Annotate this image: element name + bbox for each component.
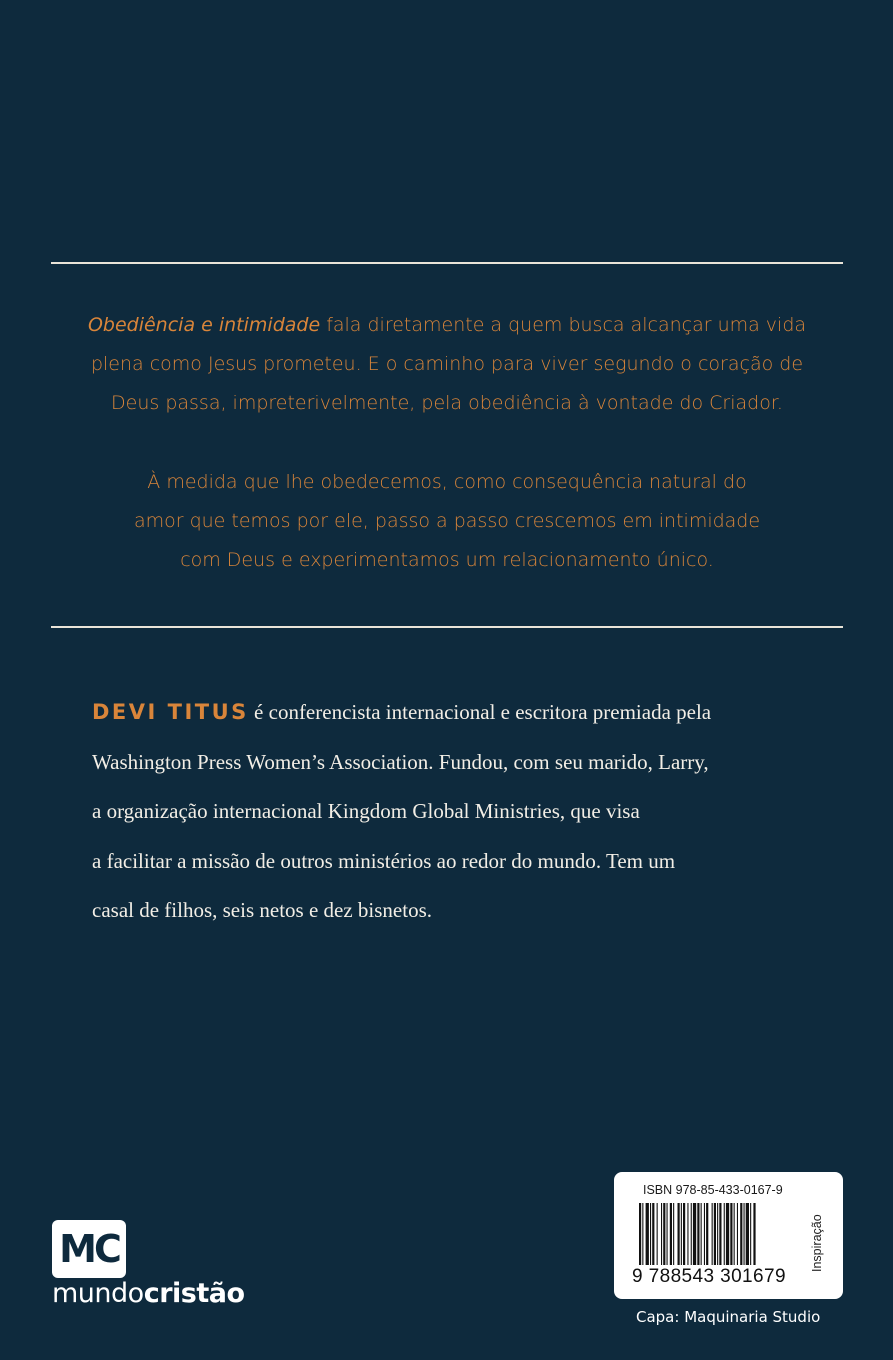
barcode-icon xyxy=(639,1203,799,1265)
category-label: Inspiração xyxy=(810,1214,824,1272)
publisher-name-bold: cristão xyxy=(143,1278,245,1309)
blurb-line: com Deus e experimentamos um relacionamento único. xyxy=(180,549,714,571)
publisher-logo xyxy=(52,1220,245,1309)
blurb-line: À medida que lhe obedecemos, como consequência natural do xyxy=(147,471,747,493)
author-bio xyxy=(92,688,812,936)
mc-logo-mark: MC xyxy=(52,1220,126,1278)
bio-line: a facilitar a missão de outros ministérios ao redor do mundo. Tem um xyxy=(92,848,676,873)
blurb-line: fala diretamente a quem busca alcançar uma vida xyxy=(320,314,807,336)
isbn-barcode-panel xyxy=(614,1172,843,1299)
isbn-label: ISBN 978-85-433-0167-9 xyxy=(643,1183,783,1197)
bio-line xyxy=(92,688,812,738)
blurb-paragraph-1 xyxy=(60,306,834,423)
blurb-line: Deus passa, impreterivelmente, pela obediência à vontade do Criador. xyxy=(111,392,783,414)
barcode-digits: 9 788543 301679 xyxy=(632,1266,786,1287)
blurb-line: amor que temos por ele, passo a passo crescemos em intimidade xyxy=(133,510,761,532)
author-name: DEVI TITUS xyxy=(92,700,249,724)
middle-divider xyxy=(51,626,843,628)
cover-credit: Capa: Maquinaria Studio xyxy=(636,1308,821,1326)
blurb-paragraph-2 xyxy=(60,463,834,580)
bio-line: Washington Press Women’s Association. Fundou, com seu marido, Larry, xyxy=(92,749,709,774)
bio-line: a organização internacional Kingdom Global Ministries, que visa xyxy=(92,799,640,823)
blurb xyxy=(60,306,834,580)
publisher-name xyxy=(52,1278,245,1309)
top-divider xyxy=(51,262,843,264)
bio-text: é conferencista internacional e escritora premiada pela xyxy=(248,700,712,724)
blurb-line: plena como Jesus prometeu. E o caminho para viver segundo o coração de xyxy=(90,353,804,375)
book-title: Obediência e intimidade xyxy=(87,314,321,336)
publisher-name-light: mundo xyxy=(52,1278,144,1309)
bio-line: casal de filhos, seis netos e dez bisnetos. xyxy=(92,898,432,922)
